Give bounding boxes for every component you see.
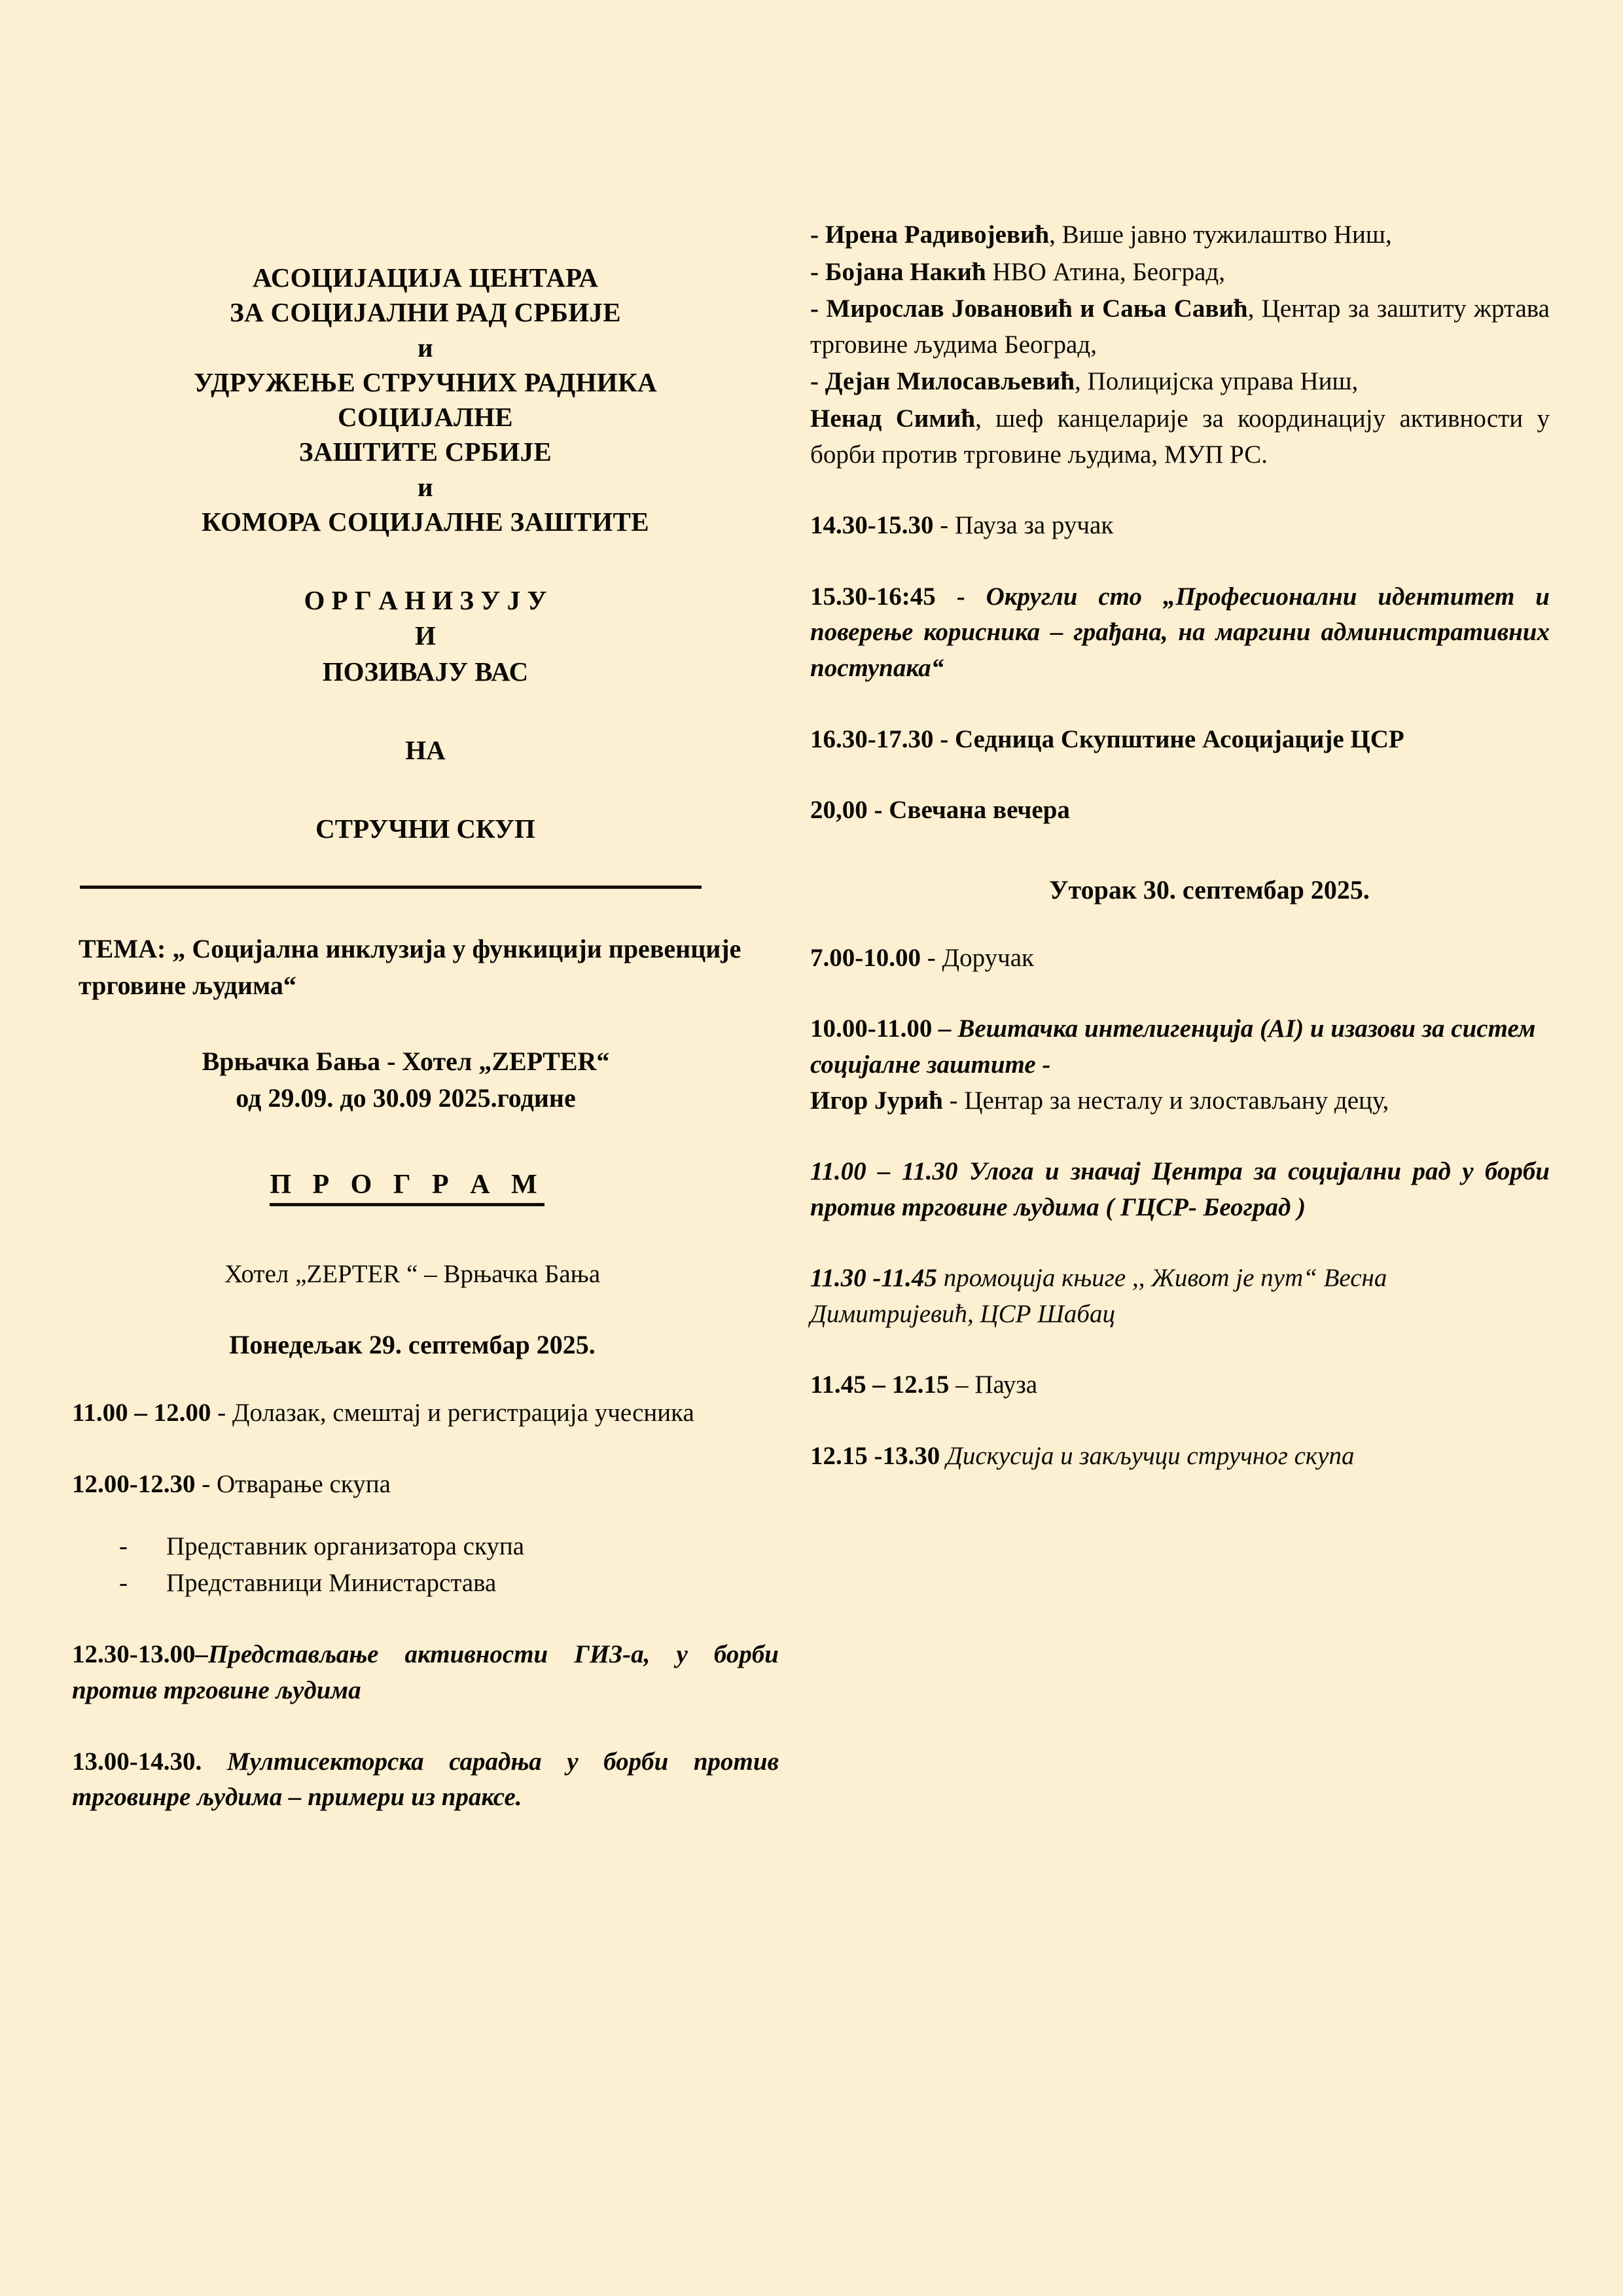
- list-item: [119, 1565, 779, 1602]
- schedule-time: 12.30-13.00: [72, 1640, 196, 1669]
- schedule-separator: -: [933, 511, 955, 540]
- participant-name: Ненад Симић: [810, 404, 976, 433]
- schedule-item: [72, 1395, 779, 1431]
- schedule-text: Долазак, смештај и регистрација учесника: [232, 1398, 694, 1427]
- schedule-time: 15.30-16:45: [810, 582, 936, 611]
- schedule-separator: –: [949, 1371, 975, 1399]
- day1-bullet-list: [72, 1528, 779, 1602]
- schedule-time: 12.00-12.30: [72, 1469, 196, 1498]
- schedule-text: Седница Скупштине Асоцијације ЦСР: [955, 725, 1404, 753]
- schedule-time: 12.15 -13.30: [810, 1442, 940, 1471]
- participant-row: [810, 364, 1550, 400]
- list-item: [119, 1528, 779, 1565]
- organizers-title: [72, 260, 779, 539]
- organize-word: О Р Г А Н И З У Ј У: [304, 585, 547, 616]
- organizer-line-2: ЗА СОЦИЈАЛНИ РАД СРБИЈЕ: [230, 297, 621, 328]
- to-word: НА: [405, 734, 446, 765]
- schedule-time: 11.45 – 12.15: [810, 1371, 950, 1399]
- schedule-text: Отварање скупа: [217, 1469, 391, 1498]
- schedule-separator: [937, 1264, 944, 1292]
- participant-affiliation: , Полицијска управа Ниш,: [1075, 367, 1359, 396]
- program-heading-text: П Р О Г Р А М: [270, 1170, 544, 1206]
- participant-row: [810, 255, 1550, 291]
- schedule-text: Вештачка интелигенција (AI) и изазови за систем социјалне заштите -: [810, 1014, 1536, 1079]
- schedule-text: Доручак: [942, 943, 1034, 972]
- participant-affiliation: НВО Атина, Београд,: [986, 257, 1225, 286]
- and-word: И: [415, 620, 436, 651]
- venue-place: Врњачка Бања - Хотел „ZEPTER“: [202, 1046, 610, 1076]
- venue-dates: од 29.09. до 30.09 2025.године: [236, 1083, 576, 1113]
- schedule-item: [72, 1467, 779, 1503]
- spacer: [72, 689, 779, 732]
- invitation-block: [72, 583, 779, 618]
- schedule-separator: -: [195, 1469, 217, 1498]
- schedule-time: 16.30-17.30: [810, 725, 934, 753]
- schedule-text: Мултисекторска сарадња у борби против трговинре људима – примери из праксе.: [72, 1747, 779, 1812]
- schedule-item: [810, 793, 1550, 829]
- schedule-item: [72, 1744, 779, 1816]
- participant-affiliation: , Центар за заштиту жртава трговине људима Београд,: [810, 295, 1550, 359]
- participant-name: Мирослав Јовановић и Сања Савић: [826, 295, 1248, 323]
- schedule-item: [810, 1154, 1550, 1225]
- organizer-line-5: СОЦИЈАЛНЕ: [338, 402, 513, 433]
- participant-name: Бојана Накић: [825, 257, 986, 286]
- schedule-separator: -: [921, 943, 942, 972]
- bullet-text: Представници Министарстава: [166, 1569, 497, 1598]
- schedule-text: Свечана вечера: [889, 796, 1070, 825]
- schedule-time: 11.30 -11.45: [810, 1264, 937, 1293]
- day1-heading: Понедељак 29. септембар 2025.: [229, 1329, 596, 1359]
- schedule-text: Представљање активности ГИЗ-а, у борби против трговине људима: [72, 1640, 779, 1705]
- bullet-dash: -: [119, 1532, 128, 1561]
- participant-row: [810, 401, 1550, 473]
- schedule-item: [810, 1011, 1550, 1119]
- schedule-text: Улога и значај Центра за социјални рад у борби против трговине људима ( ГЦСР- Београд ): [810, 1157, 1550, 1221]
- to-line: [72, 732, 779, 768]
- organizer-line-4: УДРУЖЕЊЕ СТРУЧНИХ РАДНИКА: [194, 367, 657, 397]
- schedule-time: 14.30-15.30: [810, 511, 934, 540]
- speaker-name: Игор Јурић: [810, 1086, 943, 1115]
- horizontal-divider: [80, 886, 702, 889]
- event-type-line: [72, 811, 779, 846]
- schedule-text: Дискусија и закључци стручног скупа: [946, 1442, 1355, 1471]
- schedule-text: Пауза: [974, 1371, 1038, 1399]
- schedule-item: [810, 1261, 1550, 1332]
- theme-text: ТЕМА: „ Социјална инклузија у функицији превенције трговине људима“: [79, 933, 741, 1000]
- schedule-separator: [202, 1748, 227, 1776]
- participant-name: Дејан Милосављевић: [825, 367, 1075, 396]
- schedule-separator: [940, 1442, 946, 1470]
- bullet-dash: -: [119, 1569, 128, 1598]
- organizer-line-1: АСОЦИЈАЦИЈА ЦЕНТАРА: [252, 262, 599, 293]
- schedule-separator: -: [217, 1398, 232, 1427]
- schedule-text: Округли сто „Професионални идентитет и поверење корисника – грађана, на маргини административних поступака“: [810, 582, 1550, 682]
- schedule-time: 11.00 – 12.00: [72, 1398, 218, 1427]
- hotel-line: Хотел „ZEPTER “ – Врњачка Бања: [224, 1259, 601, 1288]
- schedule-time: 11.00 – 11.30: [810, 1157, 958, 1186]
- schedule-separator: –: [932, 1014, 958, 1043]
- right-column: [810, 0, 1550, 1475]
- participant-row: [810, 217, 1550, 253]
- schedule-item: [810, 1367, 1550, 1403]
- organizer-line-8: КОМОРА СОЦИЈАЛНЕ ЗАШТИТЕ: [202, 507, 649, 537]
- left-column: [72, 0, 779, 1816]
- schedule-separator: -: [935, 582, 986, 611]
- participants-list: [810, 217, 1550, 473]
- participant-dash: -: [810, 221, 825, 249]
- schedule-text: Пауза за ручак: [955, 511, 1114, 540]
- event-type-word: СТРУЧНИ СКУП: [315, 813, 535, 844]
- schedule-separator: -: [933, 725, 955, 753]
- schedule-time: 7.00-10.00: [810, 943, 921, 972]
- schedule-time: 10.00-11.00: [810, 1014, 933, 1043]
- spacer: [72, 539, 779, 583]
- venue-block: [72, 1043, 779, 1117]
- invite-you-line: [72, 654, 779, 689]
- organizer-line-3: и: [418, 332, 433, 363]
- schedule-text: промоција књиге ,, Живот је пут“ Весна Димитријевић, ЦСР Шабац: [810, 1264, 1387, 1328]
- participant-dash: -: [810, 367, 825, 396]
- program-heading: [72, 1169, 779, 1200]
- schedule-item: [810, 941, 1550, 977]
- spacer: [72, 768, 779, 811]
- participant-dash: -: [810, 257, 825, 286]
- day2-heading: Уторак 30. септембар 2025.: [1049, 874, 1370, 905]
- organizer-line-7: и: [418, 471, 433, 502]
- participant-affiliation: , шеф канцеларије за координацију активности у борби против трговине људима, МУП РС.: [810, 404, 1550, 469]
- participant-affiliation: , Више јавно тужилаштво Ниш,: [1049, 221, 1392, 249]
- participant-row: [810, 291, 1550, 363]
- schedule-separator: [957, 1157, 969, 1185]
- schedule-separator: –: [195, 1640, 208, 1669]
- schedule-item: [72, 1637, 779, 1708]
- schedule-time: 20,00: [810, 796, 868, 825]
- schedule-item: [810, 722, 1550, 758]
- schedule-item: [810, 1439, 1550, 1475]
- invitation-and: [72, 618, 779, 653]
- schedule-item: [810, 579, 1550, 687]
- speaker-affiliation: - Центар за несталу и злостављану децу,: [942, 1086, 1389, 1115]
- bullet-text: Представник организатора скупа: [166, 1532, 525, 1561]
- schedule-item: [810, 508, 1550, 544]
- schedule-time: 13.00-14.30.: [72, 1747, 202, 1776]
- organizer-line-6: ЗАШТИТЕ СРБИЈЕ: [298, 437, 552, 467]
- invite-you-word: ПОЗИВАЈУ ВАС: [322, 656, 529, 687]
- participant-dash: -: [810, 295, 827, 323]
- participant-name: Ирена Радивојевић: [825, 221, 1050, 249]
- schedule-separator: -: [867, 796, 889, 825]
